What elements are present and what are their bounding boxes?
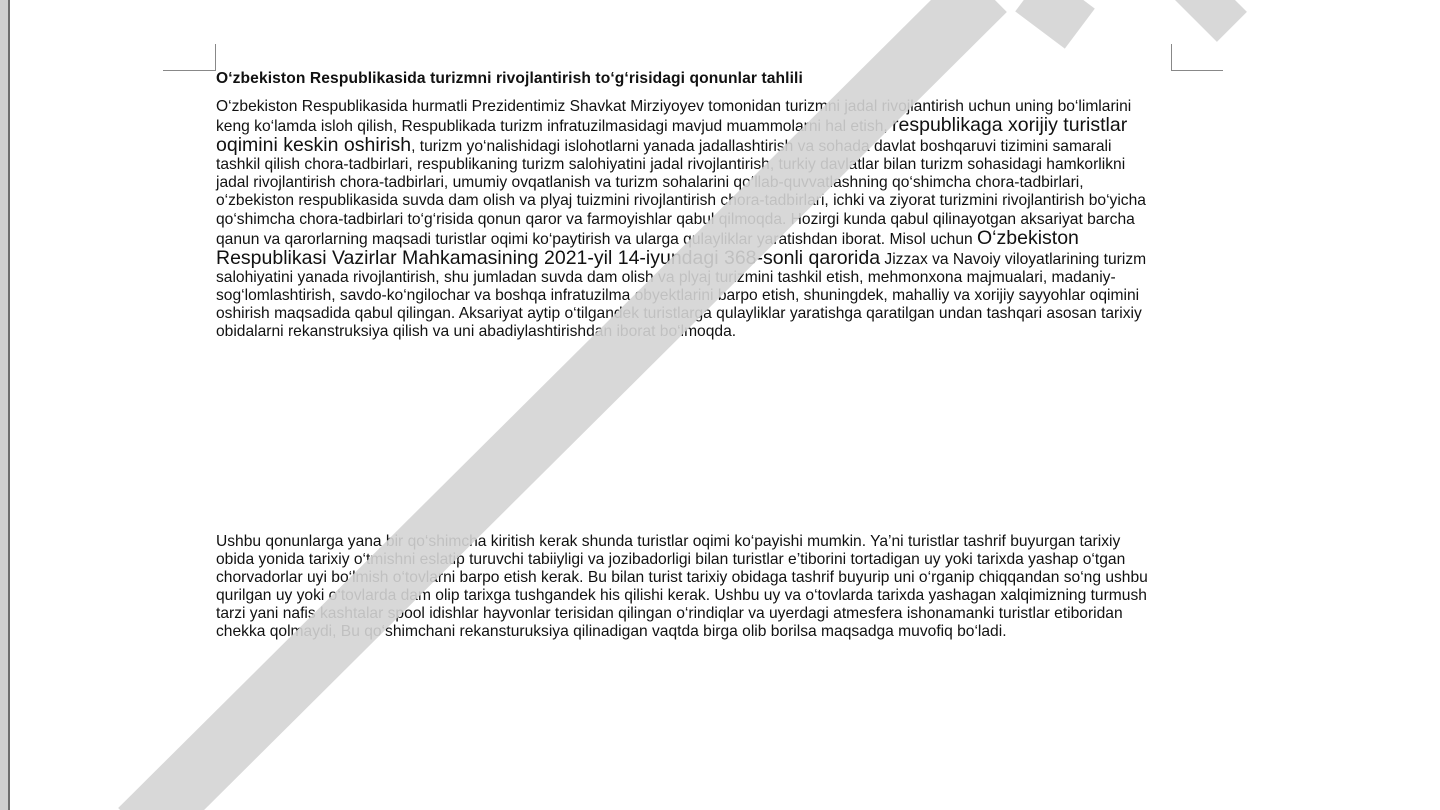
paragraph-1 [216,98,1156,341]
paragraph-1-emphasis-2: O‘zbekiston Respublikasi Vazirlar Mahkamasining 2021-yil 14-iyundagi 368-sonli qarorida [216,226,1079,269]
left-margin-edge [8,0,10,810]
crop-mark-right-vertical [1171,44,1172,71]
paragraph-1-part-2: , turizm yo‘nalishidagi islohotlarni yanada jadallashtirish va sohada davlat boshqaruvi tizimini samarali tashkil qilish chora-tadbirlari, respublikaning turizm salohiyatini jadal rivojlantirish, turkiy davlatlar bilan turizm sohasidagi hamkorlikni jadal rivojlantirish chora-tadbirlari, umumiy ovqatlanish va turizm sohalarini qo‘llab-quvvatlashning qo‘shimcha chora-tadbirlari, o‘zbekiston respublikasida suvda dam olish va plyaj tuizmini rivojlantirish chora-tadbirlari, ichki va ziyorat turizmini rivojlantirish bo‘yicha qo‘shimcha chora-tadbirlari to‘g‘risida qonun qaror va farmoyishlar qabul qilmoqda. Hozirgi kunda qabul qilinayotgan aksariyat barcha qanun va qarorlarning maqsadi turistlar oqimi ko‘paytirish va ularga qulayliklar yaratishdan iborat. Misol uchun [216,138,1146,248]
watermark-stroke-3 [1040,0,1070,30]
document-title: O‘zbekiston Respublikasida turizmni rivojlantirish to‘g‘risidagi qonunlar tahlili [216,70,803,87]
crop-mark-left-vertical [215,44,216,71]
paragraph-1-emphasis-1: respublikaga xorijiy turistlar oqimini keskin oshirish [216,114,1128,157]
paragraph-1-part-1: O‘zbekiston Respublikasida hurmatli Prezidentimiz Shavkat Mirziyoyev tomonidan turizmni jadal rivojlantirish uchun uning bo‘limlarini keng ko‘lamda isloh qilish, Respublikada turizm infratuzilmasidagi mavjud muammolarni hal etish, [216,98,1132,136]
paragraph-2: Ushbu qonunlarga yana bir qo‘shimcha kiritish kerak shunda turistlar oqimi ko‘payishi mumkin. Ya’ni turistlar tashrif buyurgan tarixiy obida yonida tarixiy o‘tmishni eslatip turuvchi tabiiyligi va jozibadorligi bilan turistlar e’tiborini tortadigan uy yoki tarixda yashap o‘tgan chorvadorlar uyi bo‘lmish o‘tovlarni barpo etish kerak. Bu bilan turist tarixiy obidaga tashrif buyurip uni o‘rganip chiqqandan so‘ng ushbu qurilgan uy yoki o‘tovlarda dam olip tarixga tushgandek his qilishi kerak. Ushbu uy va o‘tovlarda tarixda yashagan xalqimizning turmush tarzi yani nafis kashtalar spool idishlar hayvonlar terisidan qilingan o‘rindiqlar va uyerdagi atmesfera ishonamanki turistlar etiboridan chekka qolmaydi, Bu qo‘shimchani rekansturuksiya qilinadigan vaqtda birga olib borilsa maqsadga muvofiq bo‘ladi. [216,533,1148,641]
crop-mark-right-horizontal [1171,70,1223,71]
watermark-stroke-2 [1195,0,1225,20]
paragraph-1-part-3: Jizzax va Navoiy viloyatlarining turizm salohiyatini yanada rivojlantirish, shu jumladan suvda dam olish va plyaj turizmini tashkil etish, mehmonxona majmualari, madaniy-sog‘lomlashtirish, savdo-ko‘ngilochar va boshqa infratuzilma obyektlarini barpo etish, shuningdek, mahalliy va xorijiy sayyohlar oqimini oshirish maqsadida qabul qilingan. Aksariyat aytip o‘tilgandek turistlarga qulayliklar yaratishga qaratilgan undan tashqari asosan tarixiy obidalarni rekanstruksiya qilish va uni abadiylashtirishdan iborat bo‘lmoqda. [216,250,1147,341]
crop-mark-left-horizontal [163,70,215,71]
